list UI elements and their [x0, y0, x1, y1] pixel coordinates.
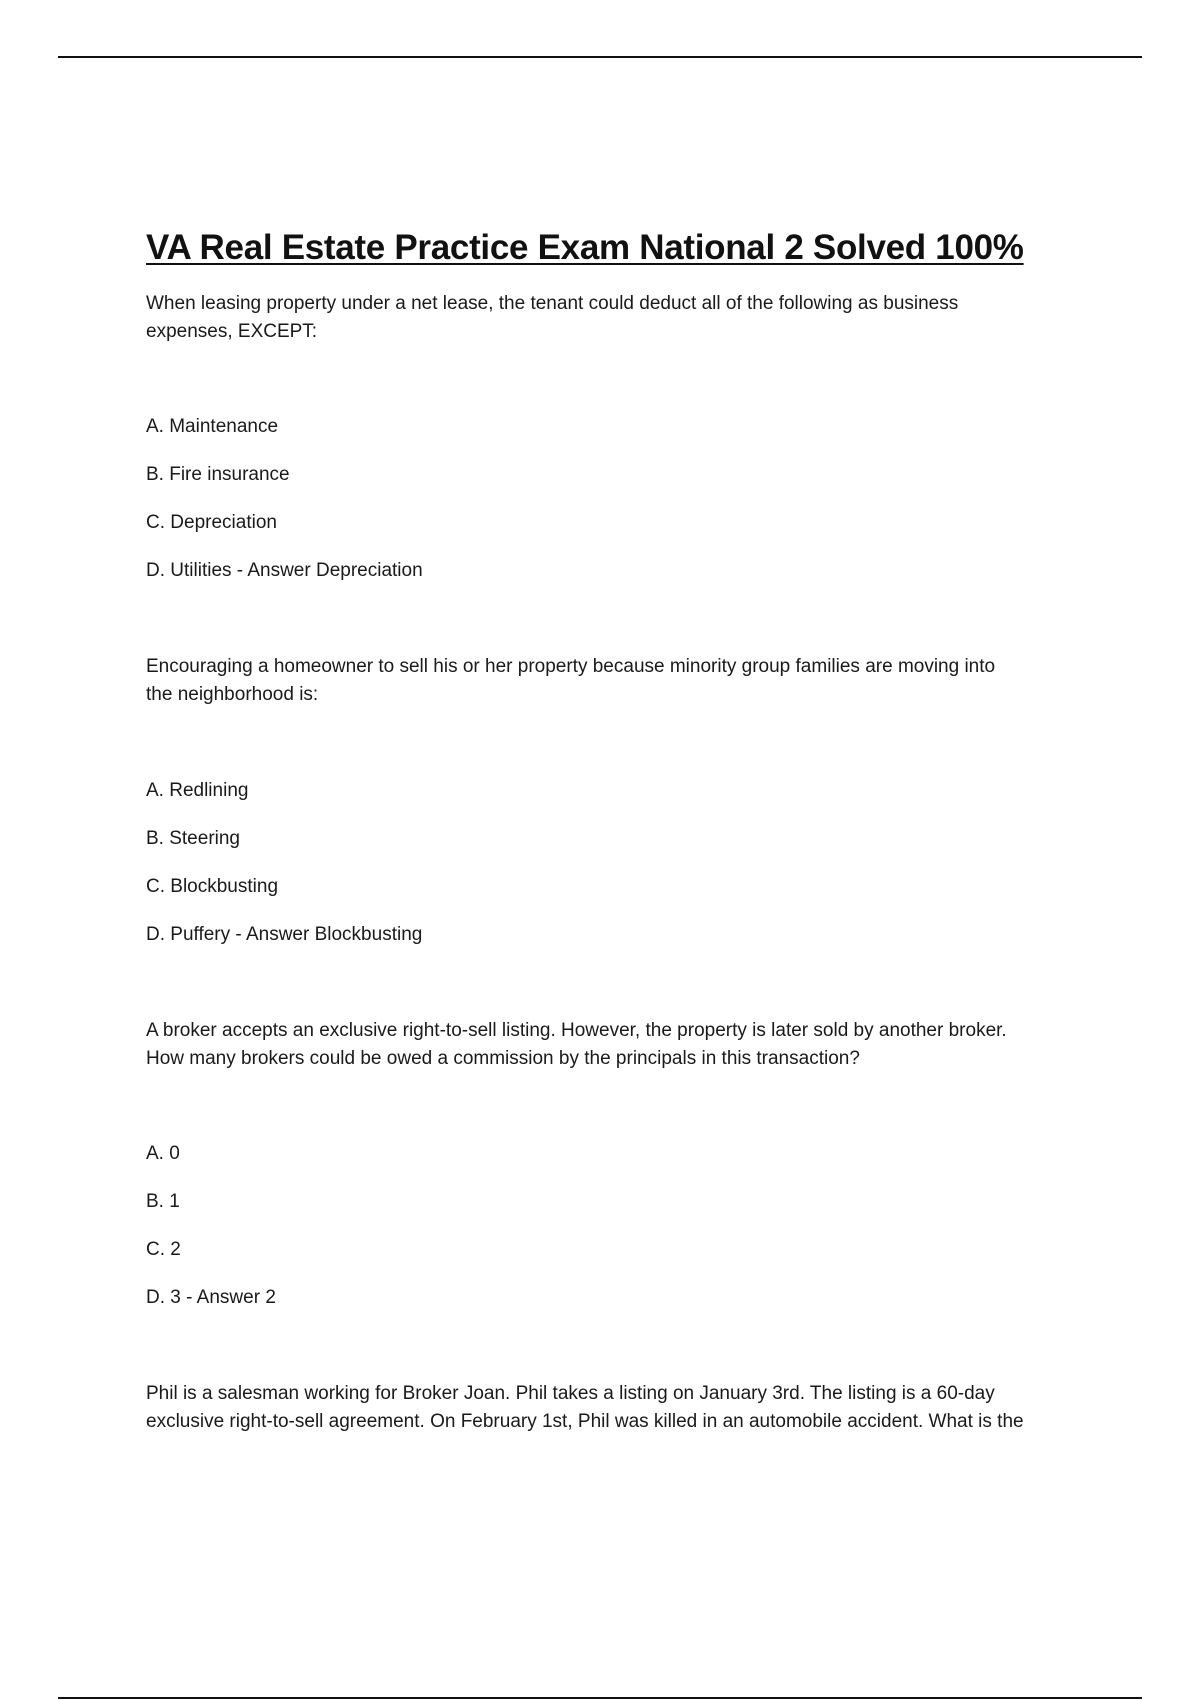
question-3-prompt-line-1: A broker accepts an exclusive right-to-sell listing. However, the property is later sold by another broker.: [146, 1020, 1007, 1041]
question-1-option-c: C. Depreciation: [146, 512, 277, 533]
question-3-option-b: B. 1: [146, 1191, 180, 1212]
question-3-option-d: D. 3 - Answer 2: [146, 1287, 276, 1308]
question-3-prompt-line-2: How many brokers could be owed a commission by the principals in this transaction?: [146, 1048, 860, 1069]
question-3-option-a: A. 0: [146, 1143, 180, 1164]
document-title: VA Real Estate Practice Exam National 2 Solved 100%: [146, 228, 1024, 267]
question-4-prompt-line-2: exclusive right-to-sell agreement. On February 1st, Phil was killed in an automobile accident. What is the: [146, 1411, 1024, 1432]
question-3-option-c: C. 2: [146, 1239, 181, 1260]
question-1-option-d: D. Utilities - Answer Depreciation: [146, 560, 423, 581]
question-2-prompt-line-1: Encouraging a homeowner to sell his or her property because minority group families are moving into: [146, 656, 996, 677]
question-1-option-b: B. Fire insurance: [146, 464, 290, 485]
question-2-prompt-line-2: the neighborhood is:: [146, 684, 319, 705]
question-1-prompt-line-1: When leasing property under a net lease, the tenant could deduct all of the following as business: [146, 293, 959, 314]
question-2-option-c: C. Blockbusting: [146, 876, 279, 897]
question-1-prompt-line-2: expenses, EXCEPT:: [146, 321, 318, 342]
question-4-prompt-line-1: Phil is a salesman working for Broker Joan. Phil takes a listing on January 3rd. The listing is a 60-day: [146, 1383, 995, 1404]
header-rule: [58, 56, 1142, 58]
question-2-option-a: A. Redlining: [146, 780, 249, 801]
question-1-option-a: A. Maintenance: [146, 416, 279, 437]
footer-rule: [58, 1697, 1142, 1699]
question-2-option-b: B. Steering: [146, 828, 240, 849]
question-2-option-d: D. Puffery - Answer Blockbusting: [146, 924, 423, 945]
